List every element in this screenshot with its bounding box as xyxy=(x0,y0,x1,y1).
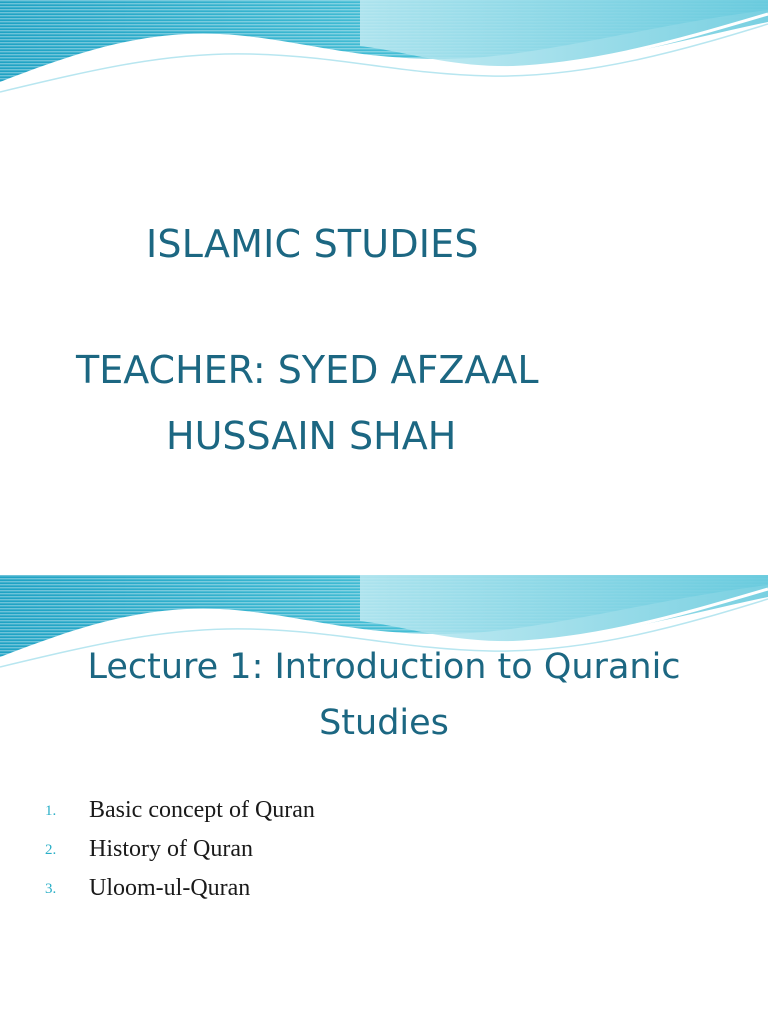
lecture-title-line-1: Lecture 1: Introduction to Quranic xyxy=(87,647,681,687)
lecture-title xyxy=(0,639,768,751)
list-item-number: 3. xyxy=(45,881,57,897)
list-item-text: Basic concept of Quran xyxy=(89,797,315,823)
teacher-name-line-1: TEACHER: SYED AFZAAL xyxy=(76,348,539,392)
course-title: ISLAMIC STUDIES xyxy=(146,222,479,266)
list-item-number: 1. xyxy=(45,803,57,819)
lecture-title-line-2: Studies xyxy=(319,703,449,743)
list-item-text: History of Quran xyxy=(89,836,253,862)
list-item-number: 2. xyxy=(45,842,57,858)
list-item-text: Uloom-ul-Quran xyxy=(89,875,251,901)
top-wave-decoration xyxy=(0,0,768,95)
lecture-slide xyxy=(0,575,768,1024)
teacher-name-line-2: HUSSAIN SHAH xyxy=(166,414,457,458)
